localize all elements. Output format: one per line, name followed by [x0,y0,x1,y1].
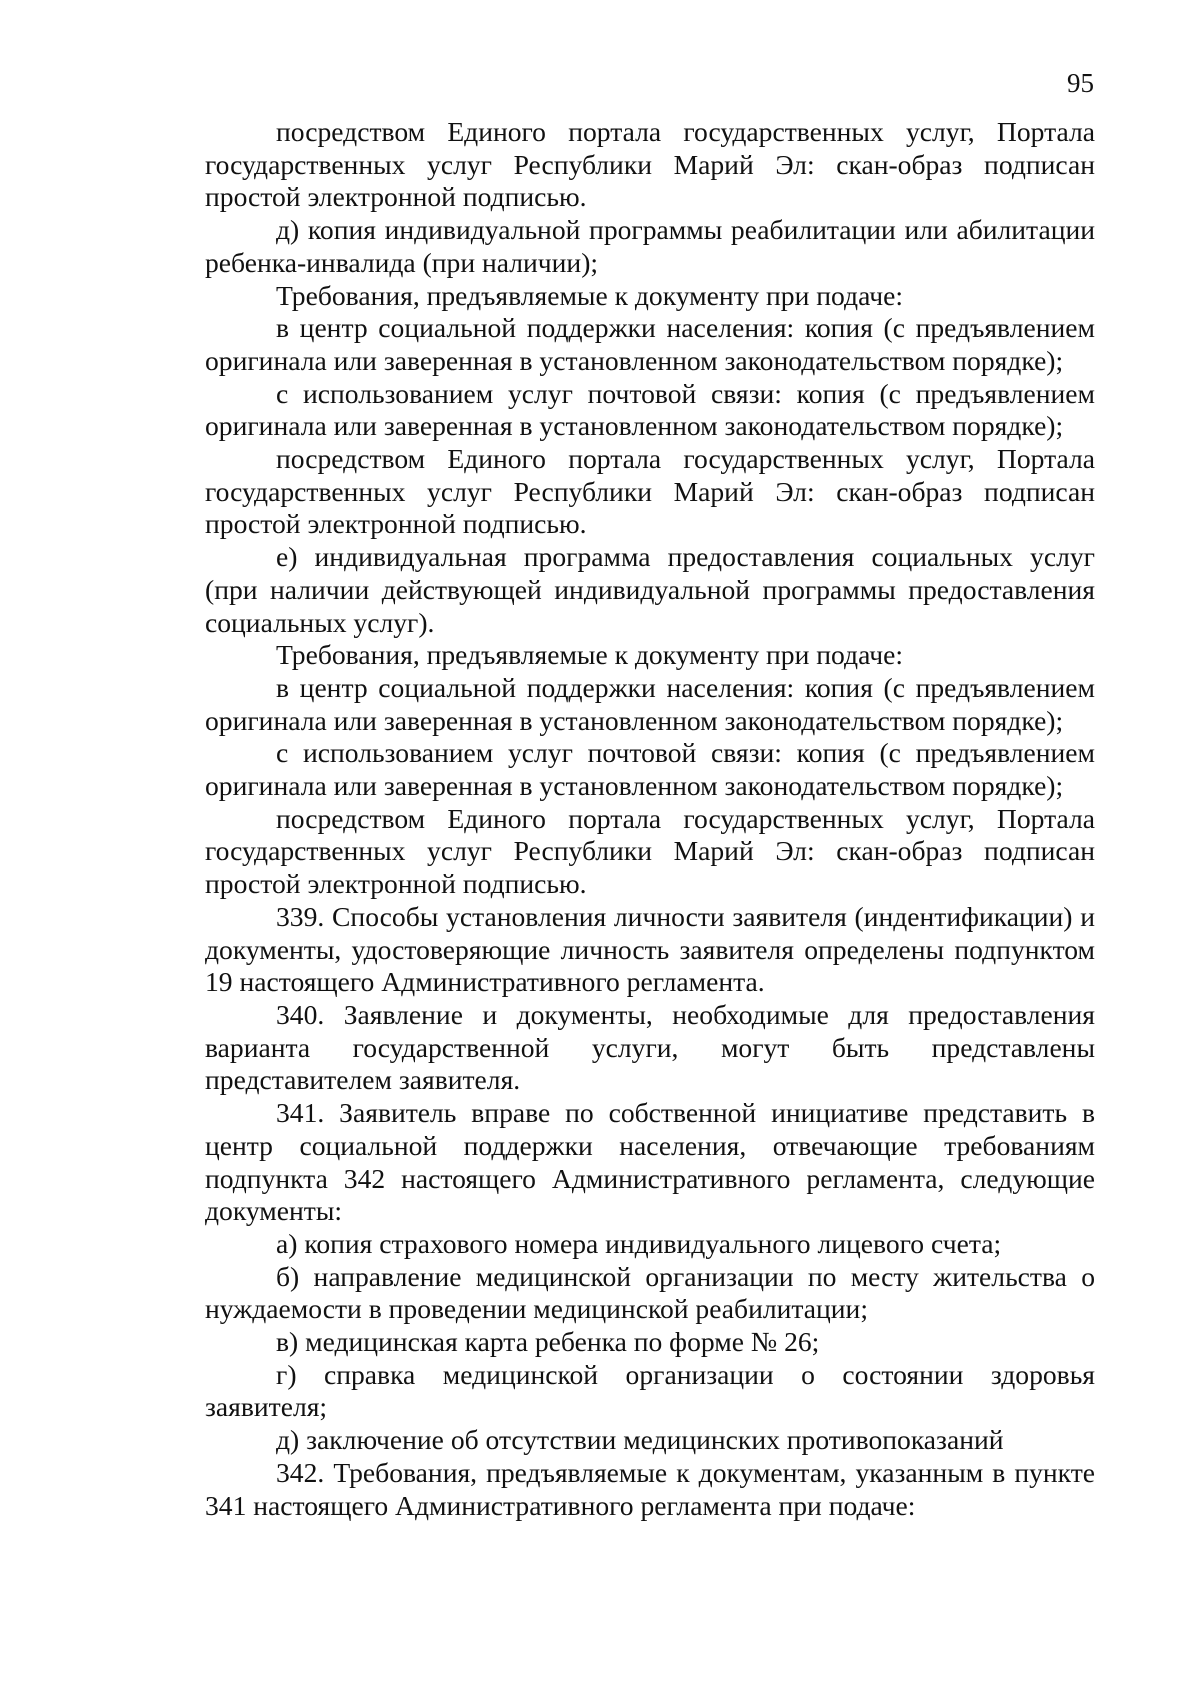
paragraph: посредством Единого портала государственных услуг, Портала государственных услуг Республики Марий Эл: скан-образ подписан простой электронной подписью. [205,443,1095,540]
paragraph: б) направление медицинской организации по месту жительства о нуждаемости в проведении медицинской реабилитации; [205,1260,1095,1325]
paragraph: в центр социальной поддержки населения: копия (с предъявлением оригинала или заверенная в установленном законодательством порядке); [205,312,1095,376]
page-number: 95 [1067,68,1094,98]
paragraph: д) заключение об отсутствии медицинских противопоказаний [276,1424,1004,1456]
document-body [205,116,1095,1522]
paragraph: е) индивидуальная программа предоставления социальных услуг (при наличии действующей индивидуальной программы предоставления социальных услуг). [205,541,1095,638]
paragraph: посредством Единого портала государственных услуг, Портала государственных услуг Республики Марий Эл: скан-образ подписан простой электронной подписью. [205,116,1095,213]
paragraph: Требования, предъявляемые к документу при подаче: [276,639,904,671]
paragraph: д) копия индивидуальной программы реабилитации или абилитации ребенка-инвалида (при наличии); [205,214,1095,278]
paragraph: посредством Единого портала государственных услуг, Портала государственных услуг Республики Марий Эл: скан-образ подписан простой электронной подписью. [205,802,1095,900]
paragraph: 341. Заявитель вправе по собственной инициативе представить в центр социальной поддержки населения, отвечающие требованиям подпункта 342 настоящего Административного регламента, следующие документы: [205,1097,1095,1227]
paragraph: Требования, предъявляемые к документу при подаче: [276,279,904,311]
paragraph: в) медицинская карта ребенка по форме № 26; [276,1326,820,1358]
paragraph: с использованием услуг почтовой связи: копия (с предъявлением оригинала или заверенная в установленном законодательством порядке); [205,737,1095,802]
paragraph: в центр социальной поддержки населения: копия (с предъявлением оригинала или заверенная в установленном законодательством порядке); [205,671,1095,736]
paragraph: г) справка медицинской организации о состоянии здоровья заявителя; [205,1358,1095,1423]
paragraph: а) копия страхового номера индивидуального лицевого счета; [276,1227,1002,1259]
paragraph: 342. Требования, предъявляемые к документам, указанным в пункте 341 настоящего Административного регламента при подаче: [205,1456,1095,1521]
paragraph: с использованием услуг почтовой связи: копия (с предъявлением оригинала или заверенная в установленном законодательством порядке); [205,377,1095,442]
paragraph: 339. Способы установления личности заявителя (индентификации) и документы, удостоверяющие личность заявителя определены подпунктом 19 настоящего Административного регламента. [205,900,1095,998]
paragraph: 340. Заявление и документы, необходимые для предоставления варианта государственной услуги, могут быть представлены представителем заявителя. [205,998,1095,1096]
